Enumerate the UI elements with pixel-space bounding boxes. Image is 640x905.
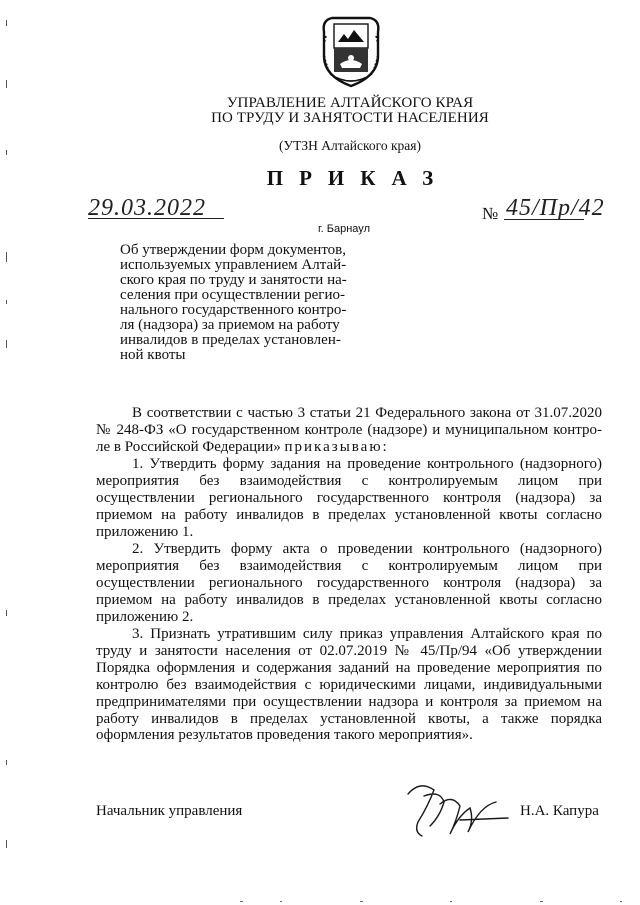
coat-of-arms-icon <box>318 12 384 90</box>
body-line-text: ле в Российской Федерации» <box>96 438 285 455</box>
item-2 <box>96 541 602 626</box>
title-line: селения при осуществлении регио- <box>120 287 345 303</box>
title-line: инвалидов в пределах установлен- <box>120 332 341 348</box>
body-line: приемом на работу инвалидов в пределах установленной квоты согласно <box>96 591 602 608</box>
body-line: Порядка оформления и содержания заданий на проведение мероприятия по <box>96 659 602 676</box>
document-type: ПРИКАЗ <box>266 166 450 190</box>
org-name-line1: УПРАВЛЕНИЕ АЛТАЙСКОГО КРАЯ <box>226 95 474 111</box>
city: г. Барнаул <box>318 223 370 235</box>
order-number: 45/Пр/42 <box>506 195 605 221</box>
title-line: ля (надзора) за приемом на работу <box>120 317 340 333</box>
body-line: мероприятия без взаимодействия с контролируемым лицом при <box>96 472 602 489</box>
title-line: Об утверждении форм документов, <box>120 242 347 258</box>
body-line: контролю без взаимодействия с юридическими лицами, индивидуальными <box>96 676 602 693</box>
date-underline <box>88 218 224 219</box>
body-line: 2. Утвердить форму акта о проведении контрольного (надзорного) <box>132 541 602 557</box>
org-name-line2: ПО ТРУДУ И ЗАНЯТОСТИ НАСЕЛЕНИЯ <box>211 110 489 126</box>
body-line: осуществлении регионального государственного контроля (надзора) за <box>96 489 602 506</box>
body-line: работу инвалидов в пределах установленной квоты, а также порядка <box>96 710 602 727</box>
order-title <box>120 242 347 363</box>
item-1 <box>96 456 602 541</box>
body-line: приемом на работу инвалидов в пределах установленной квоты согласно <box>96 506 602 523</box>
title-line: нального государственного контро- <box>120 302 347 318</box>
body-line: оформления результатов проведения такого мероприятия». <box>96 727 473 744</box>
scan-bottom-marks <box>240 898 640 904</box>
body-line: В соответствии с частью 3 статьи 21 Федерального закона от 31.07.2020 <box>132 405 602 421</box>
body-line: предпринимателями при осуществлении надзора и контроля за приемом на <box>96 693 602 710</box>
item-3 <box>96 626 602 744</box>
number-label: № <box>482 204 499 223</box>
preamble <box>96 405 602 456</box>
title-line: ной квоты <box>120 347 186 363</box>
number-underline <box>504 219 584 220</box>
scan-margin-marks <box>4 0 10 905</box>
title-line: используемых управлением Алтай- <box>120 257 347 273</box>
body-line: № 248-ФЗ «О государственном контроле (надзоре) и муниципальном контро- <box>96 421 602 438</box>
signatory-position: Начальник управления <box>96 803 243 819</box>
body-line: 3. Признать утратившим силу приказ управления Алтайского края по <box>132 626 602 642</box>
signatory-name: Н.А. Капура <box>520 803 599 819</box>
body-line: труду и занятости населения от 02.07.2019 № 45/Пр/94 «Об утверждении <box>96 642 602 659</box>
body-line: приложению 1. <box>96 523 194 540</box>
order-word: приказываю: <box>284 438 389 455</box>
org-abbreviation: (УТЗН Алтайского края) <box>279 138 421 153</box>
body-line: осуществлении регионального государственного контроля (надзора) за <box>96 574 602 591</box>
body-line <box>96 439 602 456</box>
order-date: 29.03.2022 <box>88 195 206 221</box>
body-line: мероприятия без взаимодействия с контролируемым лицом при <box>96 557 602 574</box>
title-line: ского края по труду и занятости на- <box>120 272 347 288</box>
body-line: приложению 2. <box>96 608 194 625</box>
body-line: 1. Утвердить форму задания на проведение контрольного (надзорного) <box>132 456 602 472</box>
handwritten-signature <box>400 776 510 846</box>
